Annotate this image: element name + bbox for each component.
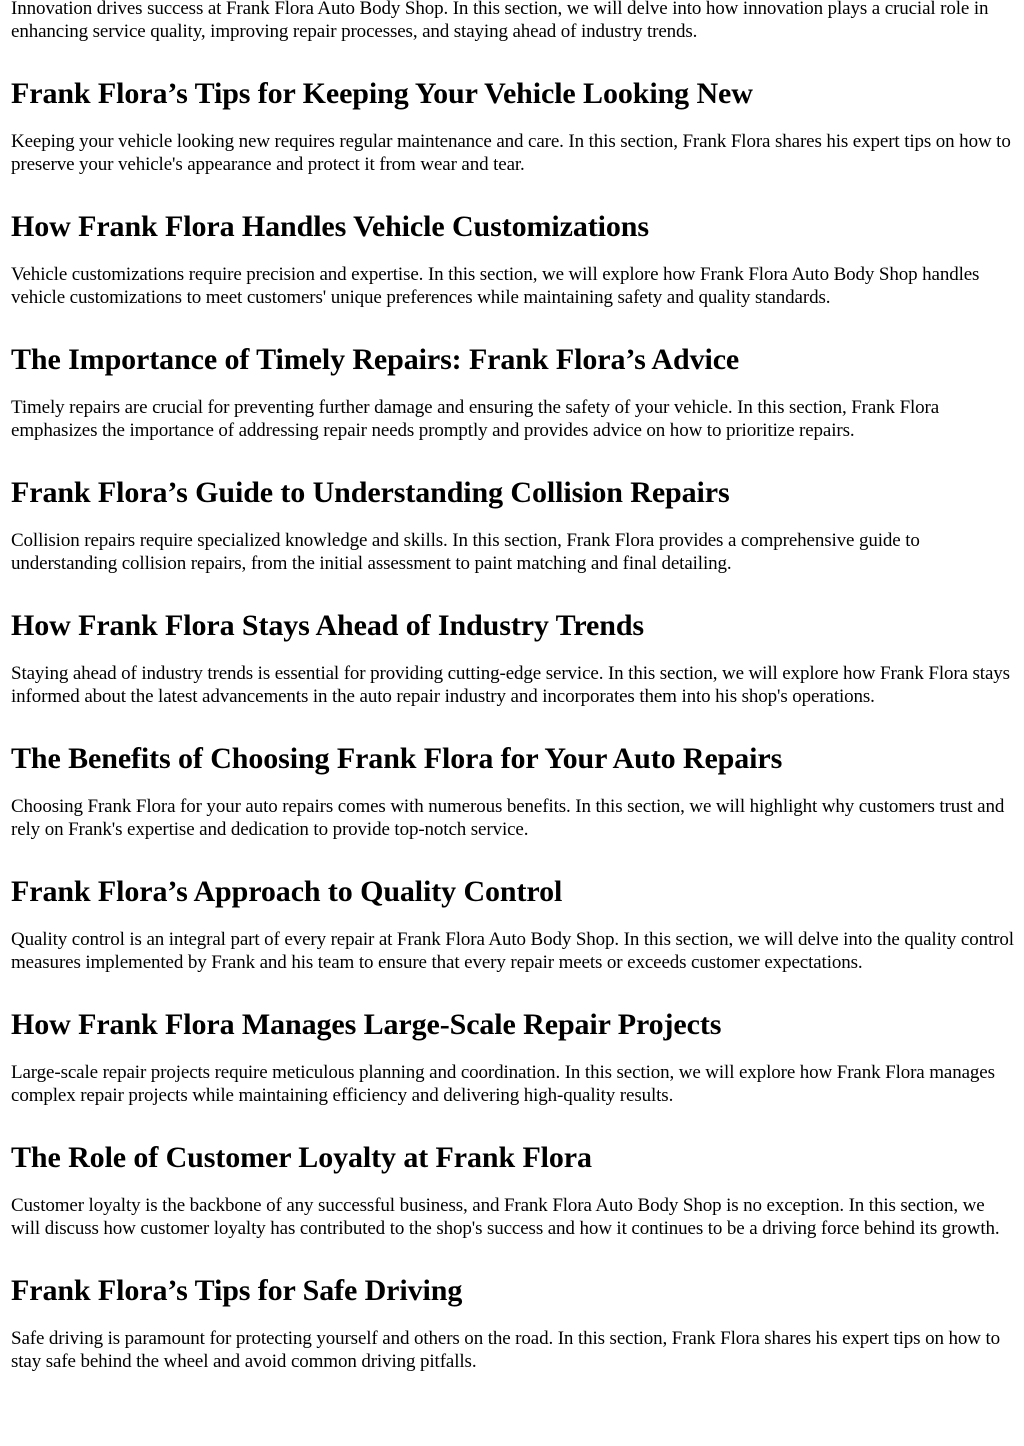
section-body: Large-scale repair projects require meticulous planning and coordination. In this section, we will explore how Frank Flora manages complex repair projects while maintaining efficiency and delivering high-quality results.: [11, 1062, 995, 1106]
section-heading: The Importance of Timely Repairs: Frank Flora’s Advice: [11, 343, 740, 376]
section-benefits: [11, 742, 1017, 841]
section-heading: Frank Flora’s Approach to Quality Control: [11, 875, 563, 908]
section-heading: The Role of Customer Loyalty at Frank Flora: [11, 1141, 592, 1174]
section-heading: How Frank Flora Manages Large-Scale Repair Projects: [11, 1008, 722, 1041]
section-body: Vehicle customizations require precision and expertise. In this section, we will explore how Frank Flora Auto Body Shop handles vehicle customizations to meet customers' unique preferences while maintaining safety and quality standards.: [11, 264, 980, 308]
section-body: Quality control is an integral part of every repair at Frank Flora Auto Body Shop. In this section, we will delve into the quality control measures implemented by Frank and his team to ensure that every repair meets or exceeds customer expectations.: [11, 929, 1014, 973]
section-customer-loyalty: [11, 1141, 1017, 1240]
section-body: Choosing Frank Flora for your auto repairs comes with numerous benefits. In this section, we will highlight why customers trust and rely on Frank's expertise and dedication to provide top-notch service.: [11, 796, 1005, 840]
section-vehicle-looking-new: [11, 77, 1017, 176]
intro-paragraph: Innovation drives success at Frank Flora Auto Body Shop. In this section, we will delve into how innovation plays a crucial role in enhancing service quality, improving repair processes, and staying ahead of industry trends.: [11, 0, 989, 42]
section-safe-driving: [11, 1274, 1017, 1373]
article: [11, 0, 1017, 1373]
section-body: Customer loyalty is the backbone of any successful business, and Frank Flora Auto Body Shop is no exception. In this section, we will discuss how customer loyalty has contributed to the shop's success and how it continues to be a driving force behind its growth.: [11, 1195, 1000, 1239]
section-timely-repairs: [11, 343, 1017, 442]
section-large-scale-projects: [11, 1008, 1017, 1107]
section-body: Staying ahead of industry trends is essential for providing cutting-edge service. In this section, we will explore how Frank Flora stays informed about the latest advancements in the auto repair industry and incorporates them into his shop's operations.: [11, 663, 1010, 707]
section-industry-trends: [11, 609, 1017, 708]
section-heading: Frank Flora’s Guide to Understanding Collision Repairs: [11, 476, 730, 509]
section-heading: Frank Flora’s Tips for Keeping Your Vehicle Looking New: [11, 77, 753, 110]
section-heading: How Frank Flora Stays Ahead of Industry Trends: [11, 609, 645, 642]
section-vehicle-customizations: [11, 210, 1017, 309]
section-heading: Frank Flora’s Tips for Safe Driving: [11, 1274, 463, 1307]
section-body: Collision repairs require specialized knowledge and skills. In this section, Frank Flora provides a comprehensive guide to understanding collision repairs, from the initial assessment to paint matching and final detailing.: [11, 530, 920, 574]
section-collision-repairs: [11, 476, 1017, 575]
section-body: Timely repairs are crucial for preventing further damage and ensuring the safety of your vehicle. In this section, Frank Flora emphasizes the importance of addressing repair needs promptly and provides advice on how to prioritize repairs.: [11, 397, 940, 441]
section-body: Safe driving is paramount for protecting yourself and others on the road. In this section, Frank Flora shares his expert tips on how to stay safe behind the wheel and avoid common driving pitfalls.: [11, 1328, 1001, 1372]
section-quality-control: [11, 875, 1017, 974]
section-body: Keeping your vehicle looking new requires regular maintenance and care. In this section, Frank Flora shares his expert tips on how to preserve your vehicle's appearance and protect it from wear and tear.: [11, 131, 1011, 175]
section-heading: How Frank Flora Handles Vehicle Customizations: [11, 210, 649, 243]
section-heading: The Benefits of Choosing Frank Flora for Your Auto Repairs: [11, 742, 783, 775]
